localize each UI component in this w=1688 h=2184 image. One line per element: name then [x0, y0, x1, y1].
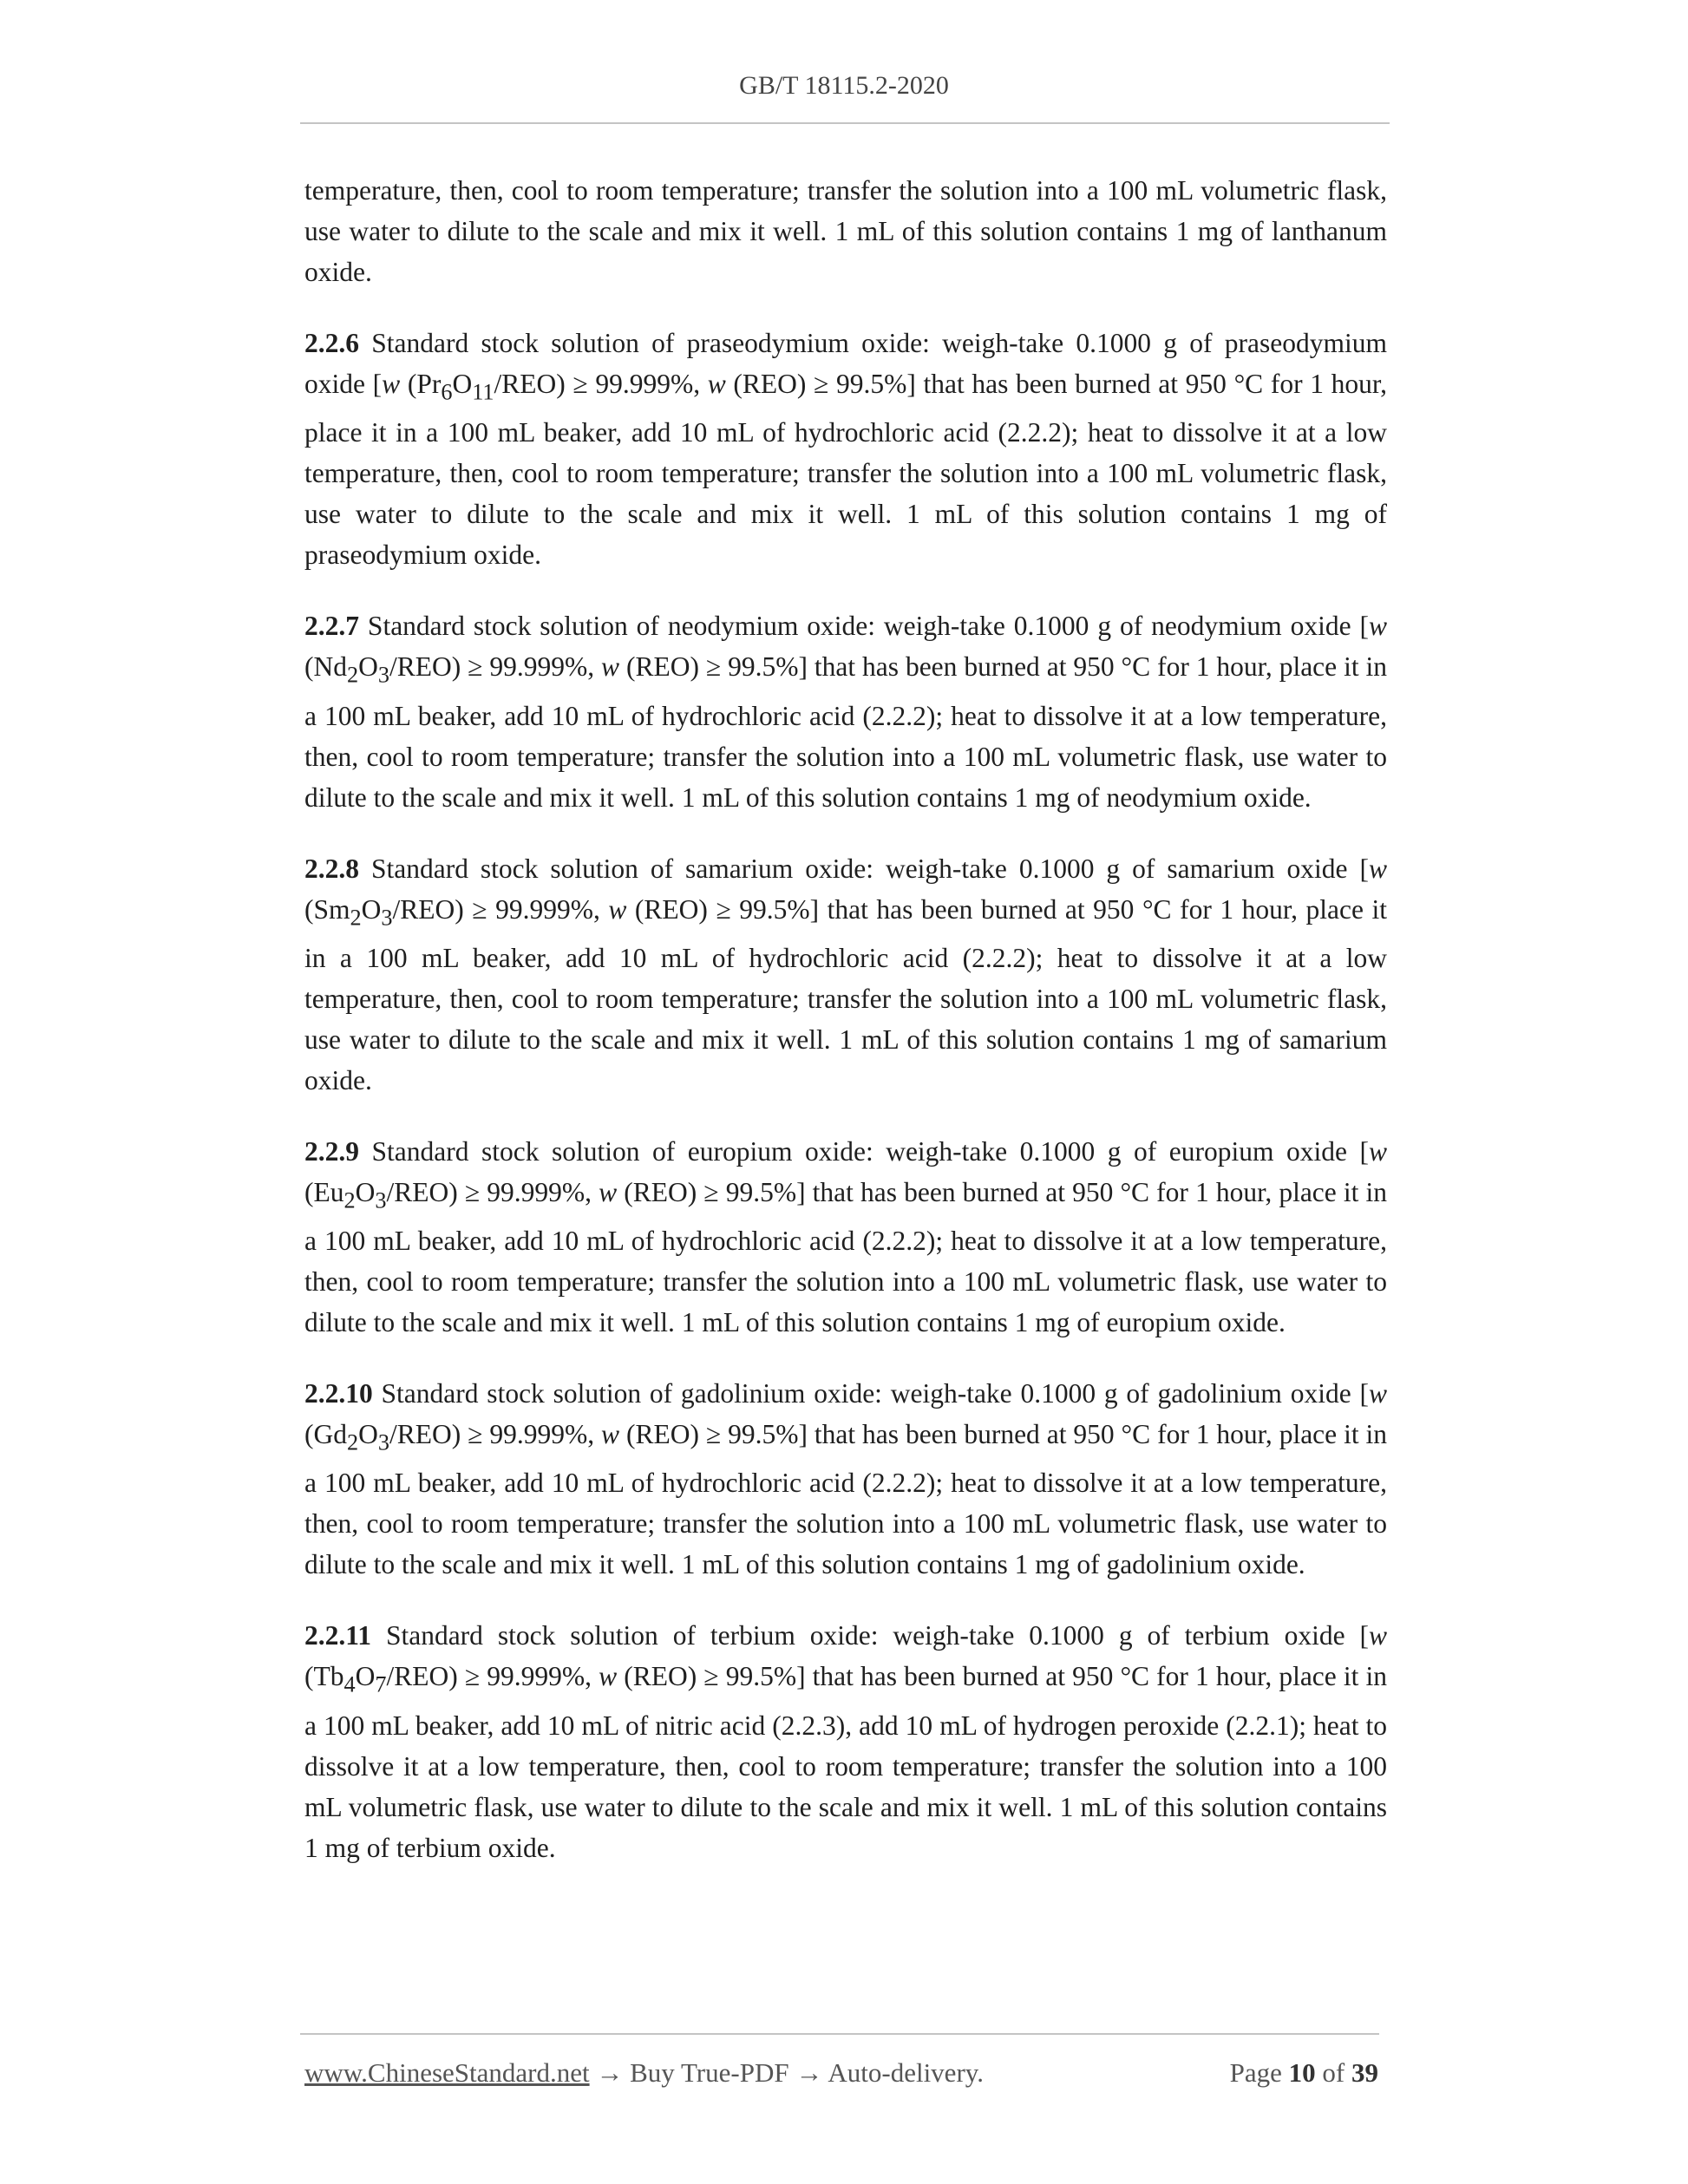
- paragraph-continuation: [304, 170, 1387, 292]
- clause-number: 2.2.7: [304, 611, 359, 642]
- clause-number: 2.2.6: [304, 328, 359, 358]
- mass-fraction-symbol: w: [1368, 1620, 1387, 1651]
- mass-fraction-symbol: w: [1368, 853, 1387, 884]
- mass-fraction-symbol: w: [382, 369, 401, 399]
- paragraph-2-2-8: 2.2.8 Standard stock solution of samarium oxide: weigh-take 0.1000 g of samarium oxide [w $(Sm_2O_3/REO) \ge 99.999\%$, w (REO) ≥ 99.5%] that has been burned at 950 °C for 1 hour, place it in a 100 mL beaker, add 10 mL of hydrochloric acid (2.2.2); heat to dissolve it at a low temperature, then, cool to room temperature; transfer the solution into a 100 mL volumetric flask, use water to dilute to the scale and mix it well. 1 mL of this solution contains 1 mg of samarium oxide.: [304, 853, 1387, 1095]
- current-page: 10: [1288, 2057, 1316, 2088]
- footer-promo: [304, 2057, 984, 2089]
- paragraph-2-2-11: 2.2.11 Standard stock solution of terbium oxide: weigh-take 0.1000 g of terbium oxide [w $(Tb_4O_7/REO) \ge 99.999\%$, w (REO) ≥ 99.5%] that has been burned at 950 °C for 1 hour, place it in a 100 mL beaker, add 10 mL of nitric acid (2.2.3), add 10 mL of hydrogen peroxide (2.2.1); heat to dissolve it at a low temperature, then, cool to room temperature; transfer the solution into a 100 mL volumetric flask, use water to dilute to the scale and mix it well. 1 mL of this solution contains 1 mg of terbium oxide.: [304, 1620, 1387, 1863]
- mass-fraction-symbol: w: [599, 1661, 618, 1692]
- chemical-formula: $Tb_4O_7$: [313, 1661, 387, 1697]
- paragraph-2-2-9: 2.2.9 Standard stock solution of europium oxide: weigh-take 0.1000 g of europium oxide [w $(Eu_2O_3/REO) \ge 99.999\%$, w (REO) ≥ 99.5%] that has been burned at 950 °C for 1 hour, place it in a 100 mL beaker, add 10 mL of hydrochloric acid (2.2.2); heat to dissolve it at a low temperature, then, cool to room temperature; transfer the solution into a 100 mL volumetric flask, use water to dilute to the scale and mix it well. 1 mL of this solution contains 1 mg of europium oxide.: [304, 1135, 1387, 1338]
- clause-number: 2.2.10: [304, 1378, 373, 1409]
- paragraph-2-2-10: 2.2.10 Standard stock solution of gadolinium oxide: weigh-take 0.1000 g of gadolinium oxide [w $(Gd_2O_3/REO) \ge 99.999\%$, w (REO) ≥ 99.5%] that has been burned at 950 °C for 1 hour, place it in a 100 mL beaker, add 10 mL of hydrochloric acid (2.2.2); heat to dissolve it at a low temperature, then, cool to room temperature; transfer the solution into a 100 mL volumetric flask, use water to dilute to the scale and mix it well. 1 mL of this solution contains 1 mg of gadolinium oxide.: [304, 1378, 1387, 1580]
- header-divider: [300, 122, 1390, 124]
- clause-number: 2.2.11: [304, 1620, 372, 1651]
- mass-fraction-symbol: w: [601, 1419, 620, 1450]
- paragraph-text: Standard stock solution of samarium oxide: weigh-take 0.1000 g of samarium oxide [: [359, 853, 1369, 884]
- chemical-formula: $Sm_2O_3$: [313, 893, 393, 930]
- paragraph-text: Standard stock solution of europium oxide: weigh-take 0.1000 g of europium oxide [: [359, 1135, 1369, 1167]
- paragraph-text: Standard stock solution of gadolinium oxide: weigh-take 0.1000 g of gadolinium oxide [: [372, 1378, 1369, 1409]
- chemical-formula: $Pr_6O_{11}$: [416, 369, 494, 405]
- mass-fraction-symbol: w: [1368, 611, 1387, 642]
- document-code-header: GB/T 18115.2-2020: [739, 71, 949, 100]
- paragraph-2-2-7: 2.2.7 Standard stock solution of neodymium oxide: weigh-take 0.1000 g of neodymium oxide [w $(Nd_2O_3/REO) \ge 99.999\%$, w (REO) ≥ 99.5%] that has been burned at 950 °C for 1 hour, place it in a 100 mL beaker, add 10 mL of hydrochloric acid (2.2.2); heat to dissolve it at a low temperature, then, cool to room temperature; transfer the solution into a 100 mL volumetric flask, use water to dilute to the scale and mix it well. 1 mL of this solution contains 1 mg of neodymium oxide.: [304, 611, 1387, 813]
- paragraph-text: Standard stock solution of terbium oxide: weigh-take 0.1000 g of terbium oxide [: [371, 1620, 1369, 1651]
- body-text: [304, 170, 1387, 1868]
- page-indicator: Page 10 of 39: [1229, 2057, 1378, 2088]
- mass-fraction-symbol: w: [1368, 1135, 1387, 1167]
- page-footer: [304, 2057, 1378, 2089]
- mass-fraction-symbol: w: [599, 1176, 618, 1207]
- mass-fraction-symbol: w: [608, 893, 627, 925]
- chemical-formula: $Gd_2O_3$: [313, 1419, 389, 1455]
- chemical-formula: $Nd_2O_3$: [313, 651, 389, 688]
- paragraph-text: temperature, then, cool to room temperature; transfer the solution into a 100 mL volumetric flask, use water to dilute to the scale and mix it well. 1 mL of this solution contains 1 mg of lanthanum oxide.: [304, 175, 1387, 287]
- mass-fraction-symbol: w: [1368, 1378, 1387, 1409]
- mass-fraction-symbol: w: [707, 369, 726, 399]
- mass-fraction-symbol: w: [601, 651, 620, 683]
- clause-number: 2.2.8: [304, 853, 359, 884]
- footer-promo-text: → Buy True-PDF → Auto-delivery.: [589, 2057, 984, 2088]
- paragraph-text: Standard stock solution of praseodymium oxide: weigh-take 0.1000 g of praseodymium oxide [: [304, 328, 1387, 399]
- paragraph-text: Standard stock solution of neodymium oxide: weigh-take 0.1000 g of neodymium oxide [: [359, 611, 1369, 642]
- paragraph-2-2-6: 2.2.6 Standard stock solution of praseodymium oxide: weigh-take 0.1000 g of praseodymium oxide [w $(Pr_6O_{11}/REO) \ge 99.999\%$, w (REO) ≥ 99.5%] that has been burned at 950 °C for 1 hour, place it in a 100 mL beaker, add 10 mL of hydrochloric acid (2.2.2); heat to dissolve it at a low temperature, then, cool to room temperature; transfer the solution into a 100 mL volumetric flask, use water to dilute to the scale and mix it well. 1 mL of this solution contains 1 mg of praseodymium oxide.: [304, 328, 1387, 571]
- clause-number: 2.2.9: [304, 1135, 359, 1167]
- footer-divider: [300, 2033, 1379, 2035]
- chemical-formula: $Eu_2O_3$: [313, 1176, 387, 1213]
- website-link[interactable]: www.ChineseStandard.net: [304, 2057, 590, 2088]
- total-pages: 39: [1351, 2057, 1378, 2088]
